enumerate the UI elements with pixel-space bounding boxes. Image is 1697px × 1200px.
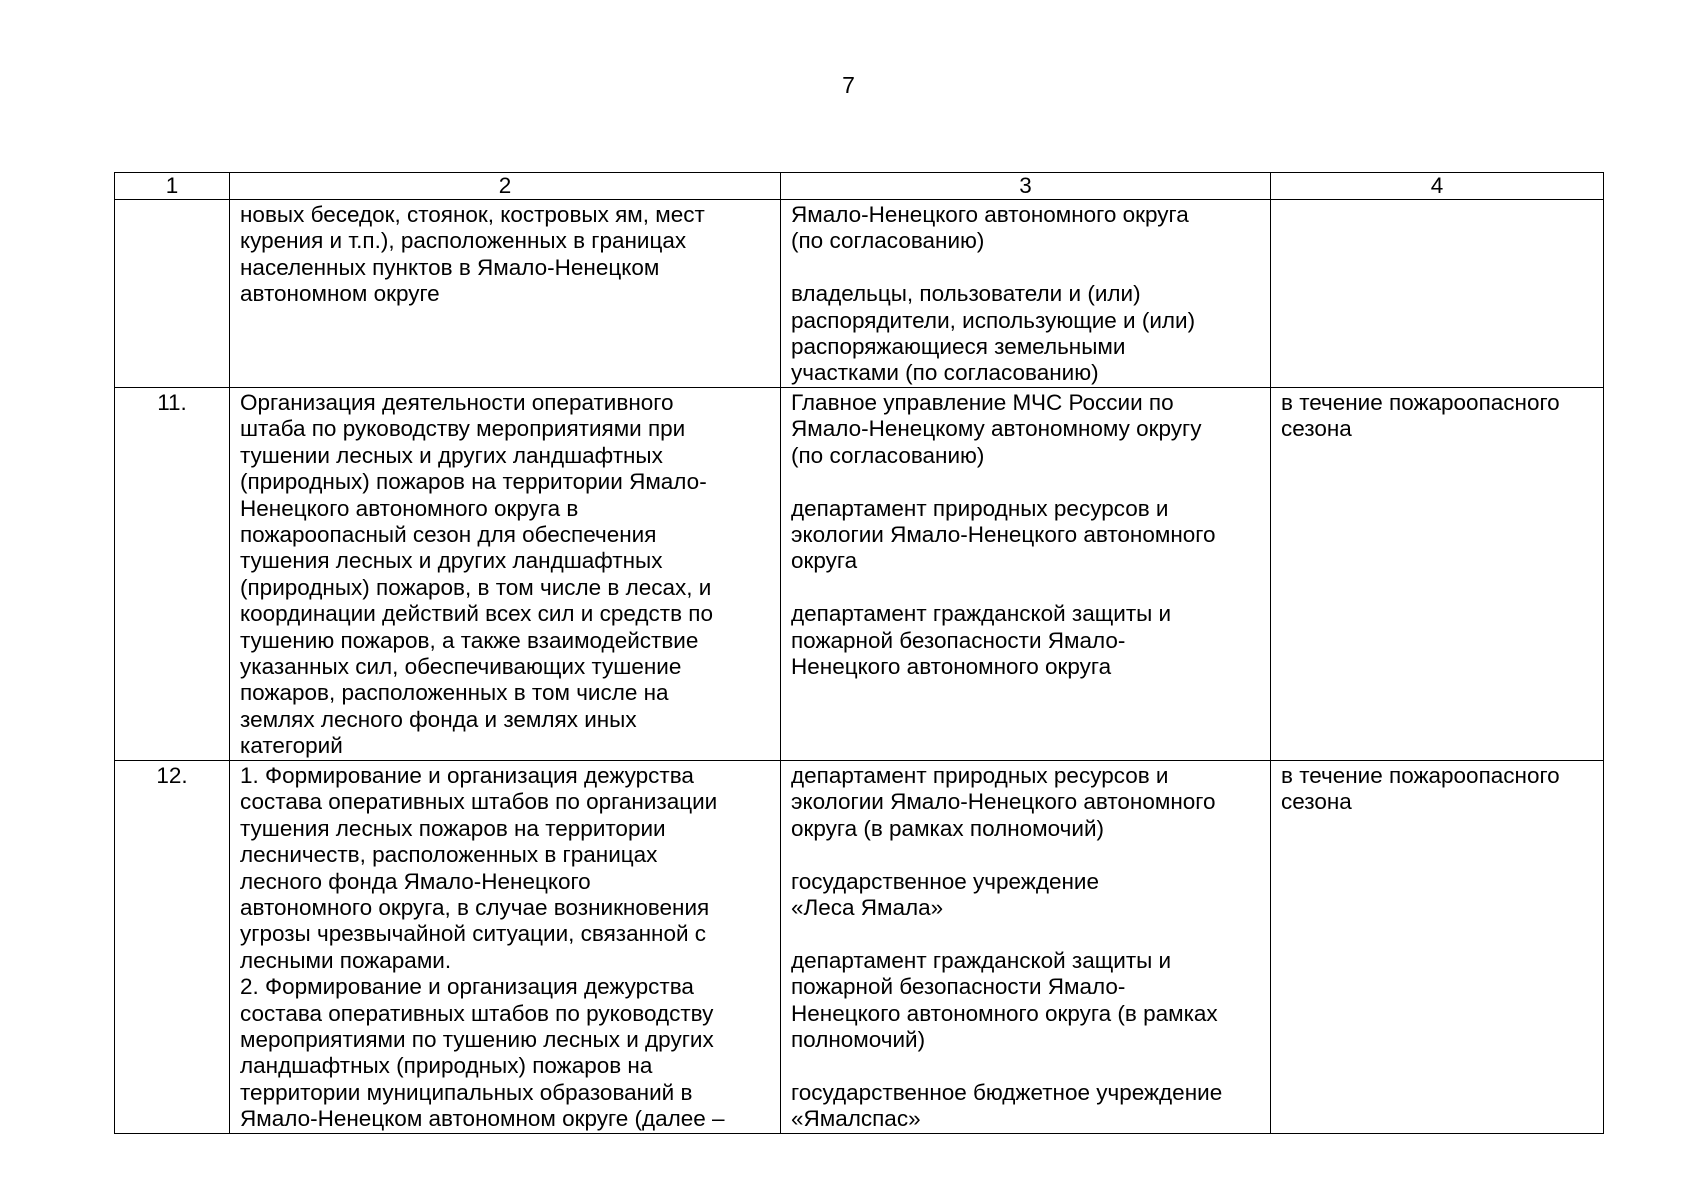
responsible-cell	[781, 388, 1271, 761]
column-header-3: 3	[781, 173, 1271, 200]
deadline-cell	[1271, 200, 1604, 388]
column-header-4: 4	[1271, 173, 1604, 200]
row-number: 12.	[115, 761, 230, 1134]
row-number	[115, 200, 230, 388]
column-header-1: 1	[115, 173, 230, 200]
row-number: 11.	[115, 388, 230, 761]
responsible-cell	[781, 761, 1271, 1134]
deadline-cell: в течение пожароопасного сезона	[1271, 388, 1604, 761]
table-row	[115, 761, 1604, 1134]
table-row	[115, 200, 1604, 388]
responsible-party: Главное управление МЧС России по Ямало-Ненецкому автономному округу (по согласованию)	[791, 390, 1202, 468]
measure-cell	[230, 761, 781, 1134]
responsible-party: департамент природных ресурсов и экологии Ямало-Ненецкого автономного округа (в рамках полномочий)	[791, 763, 1216, 841]
table-row	[115, 388, 1604, 761]
responsible-party: департамент гражданской защиты и пожарной безопасности Ямало- Ненецкого автономного округа (в рамках полномочий)	[791, 947, 1218, 1053]
deadline-cell: в течение пожароопасного сезона	[1271, 761, 1604, 1134]
responsible-party: департамент гражданской защиты и пожарной безопасности Ямало- Ненецкого автономного округа	[791, 601, 1172, 680]
responsible-party: Ямало-Ненецкого автономного округа (по согласованию)	[791, 202, 1189, 254]
page-number: 7	[842, 72, 855, 98]
measure-cell	[230, 200, 781, 388]
responsible-party: департамент природных ресурсов и экологии Ямало-Ненецкого автономного округа	[791, 495, 1216, 574]
measure-text: новых беседок, стоянок, костровых ям, мест курения и т.п.), расположенных в границах населенных пунктов в Ямало-Ненецком автономном округе	[240, 202, 705, 307]
responsible-party: государственное учреждение «Леса Ямала»	[791, 868, 1099, 921]
responsible-party: владельцы, пользователи и (или) распорядители, использующие и (или) распоряжающиеся земельными участками (по согласованию)	[791, 281, 1196, 386]
measure-text: Организация деятельности оперативного штаба по руководству мероприятиями при тушении лесных и других ландшафтных (природных) пожаров на территории Ямало- Ненецкого автономного округа в пожароопасный сезон для обеспечения тушения лесных и других ландшафтных (природных) пожаров, в том числе в лесах, и координации действий всех сил и средств по тушению пожаров, а также взаимодействие указанных сил, обеспечивающих тушение пожаров, расположенных в том числе на землях лесного фонда и землях иных категорий	[240, 390, 713, 759]
column-header-2: 2	[230, 173, 781, 200]
responsible-party: государственное бюджетное учреждение «Ямалспас»	[791, 1079, 1223, 1132]
measure-text: 1. Формирование и организация дежурства состава оперативных штабов по организации тушения лесных пожаров на территории лесничеств, расположенных в границах лесного фонда Ямало-Ненецкого автономного округа, в случае возникновения угрозы чрезвычайной ситуации, связанной с лесными пожарами. 2. Формирование и организация дежурства состава оперативных штабов по руководству мероприятиями по тушению лесных и других ландшафтных (природных) пожаров на территории муниципальных образований в Ямало-Ненецком автономном округе (далее –	[240, 763, 725, 1132]
table-header-row	[115, 173, 1604, 200]
measures-table	[114, 172, 1604, 1134]
measure-cell	[230, 388, 781, 761]
responsible-cell	[781, 200, 1271, 388]
